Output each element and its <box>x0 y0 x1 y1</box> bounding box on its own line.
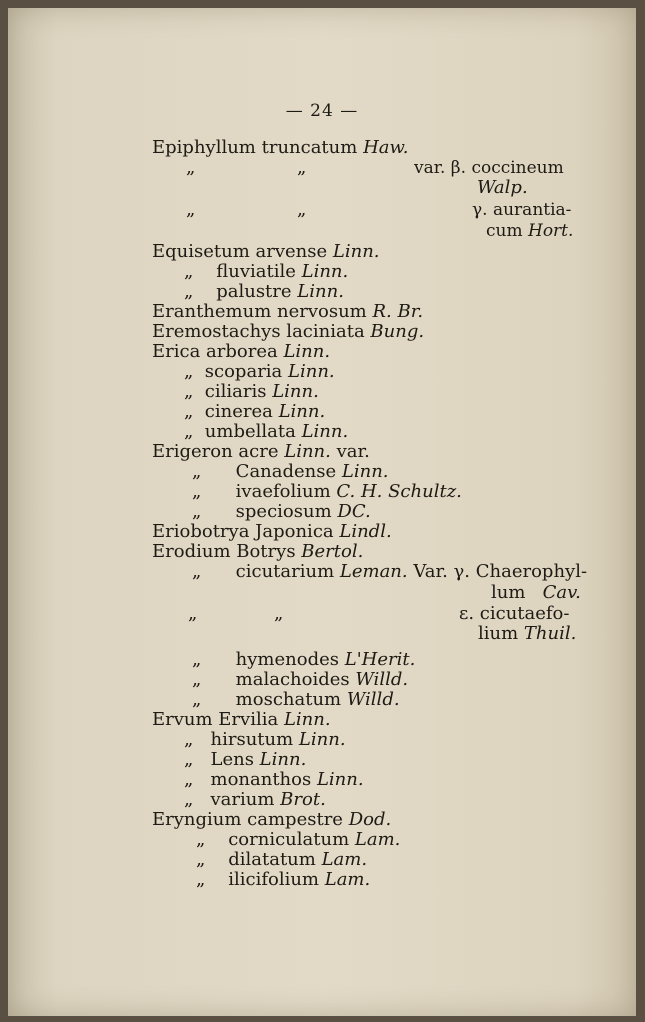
author: Linn. <box>259 749 307 770</box>
ditto-mark: „ <box>192 649 202 670</box>
entry-fluviatile <box>184 262 348 282</box>
variety-label: ε. cicutaefo- <box>459 603 570 624</box>
species-name: speciosum <box>235 501 332 522</box>
species-name: malachoides <box>235 669 350 690</box>
author: Lam. <box>354 829 401 850</box>
species-name: Eranthemum nervosum <box>152 301 367 322</box>
author: Bertol. <box>301 541 364 562</box>
variety-continuation: lium Thuil. <box>478 623 577 644</box>
entry-corniculatum <box>196 830 400 850</box>
entry-umbellata <box>184 422 348 442</box>
ditto-mark: „ <box>196 869 206 890</box>
entry-erodium <box>152 542 363 562</box>
author: Linn. <box>316 769 364 790</box>
entry-ivaefolium <box>192 482 462 502</box>
ditto-mark: „ <box>184 261 194 282</box>
variety-continuation: cum Hort. <box>486 221 574 241</box>
species-name: palustre <box>216 281 292 302</box>
ditto-mark: „ <box>192 461 202 482</box>
entry-scoparia <box>184 362 335 382</box>
author: Leman. <box>339 561 408 582</box>
species-name: cicutarium <box>235 561 335 582</box>
author: Lam. <box>321 849 368 870</box>
entry-ciliaris <box>184 382 319 402</box>
author: Linn. <box>341 461 389 482</box>
author: L'Herit. <box>344 649 416 670</box>
entry-dilatatum <box>196 850 367 870</box>
ditto-mark: „ <box>184 381 194 402</box>
species-name: hymenodes <box>235 649 339 670</box>
entry-moschatum <box>192 690 400 710</box>
ditto-mark: „ <box>184 421 194 442</box>
author: Walp. <box>477 177 528 198</box>
ditto-mark: „ <box>192 689 202 710</box>
author: Linn. <box>301 261 349 282</box>
entry-eryngium <box>152 810 391 830</box>
author: Linn. <box>272 381 319 402</box>
author: C. H. Schultz. <box>336 481 462 502</box>
author: Brot. <box>280 789 326 810</box>
species-name: Erigeron acre <box>152 441 279 462</box>
ditto-mark: „ <box>297 157 307 178</box>
author: Willd. <box>355 669 409 690</box>
species-name: Eryngium campestre <box>152 809 343 830</box>
entry-canadense <box>192 462 389 482</box>
author: Linn. <box>283 341 331 362</box>
ditto-mark: „ <box>192 481 202 502</box>
entry-epiphyllum <box>152 138 409 158</box>
entry-cicutarium <box>192 562 587 582</box>
species-name: varium <box>210 789 275 810</box>
variety-label: var. <box>336 441 370 462</box>
species-name: corniculatum <box>228 829 350 850</box>
author: Linn. <box>284 441 331 462</box>
author: Linn. <box>297 281 344 302</box>
entry-ilicifolium <box>196 870 370 890</box>
species-name: Canadense <box>235 461 337 482</box>
author: Hort. <box>528 221 574 241</box>
author: Dod. <box>348 809 392 830</box>
ditto-mark: „ <box>186 157 196 178</box>
entry-monanthos <box>184 770 364 790</box>
entry-eremostachys <box>152 322 424 342</box>
author: Linn. <box>332 241 380 262</box>
species-name: dilatatum <box>228 849 316 870</box>
book-page <box>8 8 636 1016</box>
species-name: ciliaris <box>204 381 267 402</box>
species-name: moschatum <box>235 689 342 710</box>
author: Cav. <box>542 582 581 603</box>
species-name: Eremostachys laciniata <box>152 321 365 342</box>
page-number: — 24 — <box>285 101 359 121</box>
ditto-mark: „ <box>196 829 206 850</box>
ditto-mark: „ <box>184 281 194 302</box>
ditto-mark: „ <box>196 849 206 870</box>
species-name: Erodium Botrys <box>152 541 296 562</box>
author: Lindl. <box>339 521 392 542</box>
entry-varium <box>184 790 326 810</box>
ditto-mark: „ <box>186 199 196 220</box>
author: Bung. <box>370 321 425 342</box>
variety-label: γ. aurantia- <box>472 200 572 220</box>
entry-eriobotrya <box>152 522 392 542</box>
ditto-mark: „ <box>184 769 194 790</box>
entry-speciosum <box>192 502 371 522</box>
entry-lens <box>184 750 306 770</box>
entry-hymenodes <box>192 650 415 670</box>
species-name: monanthos <box>210 769 312 790</box>
ditto-mark: „ <box>184 749 194 770</box>
author: Thuil. <box>523 623 577 644</box>
species-name: cinerea <box>204 401 273 422</box>
author: Linn. <box>283 709 331 730</box>
species-name: ivaefolium <box>235 481 331 502</box>
ditto-mark: „ <box>184 789 194 810</box>
species-name: scoparia <box>204 361 283 382</box>
species-name: Eriobotrya Japonica <box>152 521 334 542</box>
species-name: ilicifolium <box>228 869 320 890</box>
entry-eranthemum <box>152 302 423 322</box>
entry-palustre <box>184 282 344 302</box>
author: Linn. <box>298 729 346 750</box>
species-name: Equisetum arvense <box>152 241 328 262</box>
ditto-mark: „ <box>184 401 194 422</box>
entry-equisetum <box>152 242 380 262</box>
ditto-mark: „ <box>274 603 284 624</box>
variety-label: var. β. coccineum <box>414 158 564 178</box>
species-name: umbellata <box>204 421 296 442</box>
ditto-mark: „ <box>192 501 202 522</box>
species-name: Lens <box>210 749 254 770</box>
variety-label: Var. γ. Chaerophyl- <box>413 561 588 582</box>
entry-cinerea <box>184 402 325 422</box>
variety-continuation: lum Cav. <box>491 582 581 603</box>
ditto-mark: „ <box>188 603 198 624</box>
author: R. Br. <box>372 301 424 322</box>
ditto-mark: „ <box>192 669 202 690</box>
entry-hirsutum <box>184 730 346 750</box>
species-name: Ervum Ervilia <box>152 709 279 730</box>
ditto-mark: „ <box>184 729 194 750</box>
author: Haw. <box>363 137 409 158</box>
entry-erica <box>152 342 330 362</box>
author: DC. <box>337 501 371 522</box>
author: Linn. <box>301 421 349 442</box>
entry-erigeron <box>152 442 370 462</box>
entry-ervum <box>152 710 331 730</box>
author: Linn. <box>288 361 335 382</box>
entry-malachoides <box>192 670 408 690</box>
author: Linn. <box>278 401 326 422</box>
ditto-mark: „ <box>297 199 307 220</box>
author: Willd. <box>346 689 400 710</box>
author: Lam. <box>324 869 371 890</box>
ditto-mark: „ <box>192 561 202 582</box>
species-name: Erica arborea <box>152 341 278 362</box>
species-name: Epiphyllum truncatum <box>152 137 358 158</box>
species-name: fluviatile <box>216 261 296 282</box>
species-name: hirsutum <box>210 729 294 750</box>
ditto-mark: „ <box>184 361 194 382</box>
